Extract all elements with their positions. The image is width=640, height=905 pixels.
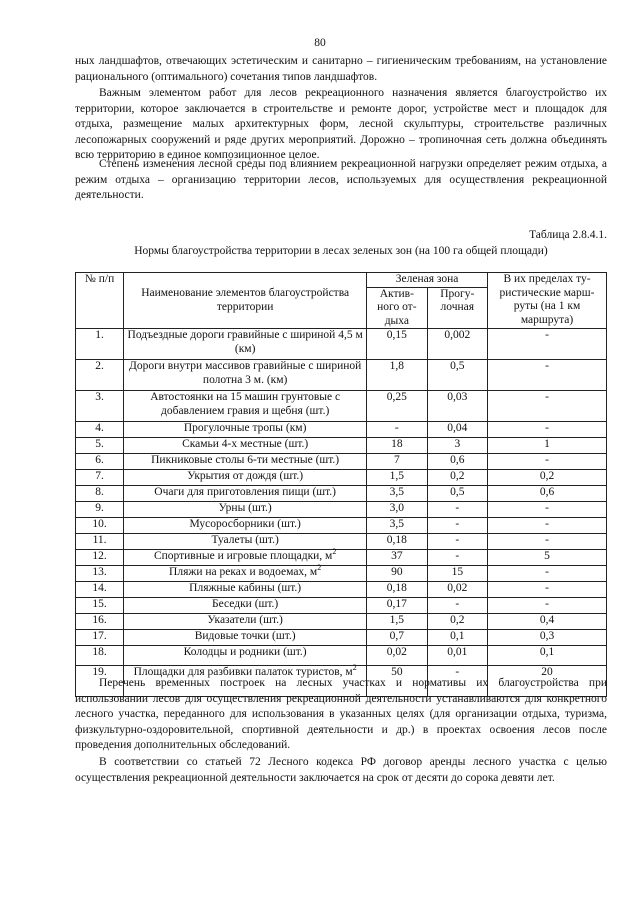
cell-walking-text: 15 [451, 566, 464, 579]
cell-num [76, 360, 124, 391]
cell-walking-text: 0,2 [450, 614, 465, 627]
cell-name-text: Туалеты (шт.) [211, 534, 279, 547]
cell-active-text: 0,02 [386, 646, 407, 659]
cell-tourist [488, 614, 607, 630]
cell-walking-text: - [455, 518, 460, 531]
cell-name-text: Пляжные кабины (шт.) [189, 582, 302, 595]
cell-active-text: 0,7 [389, 630, 405, 643]
cell-tourist [488, 391, 607, 422]
cell-walking-text: - [455, 550, 460, 563]
cell-tourist [488, 534, 607, 550]
cell-num [76, 534, 124, 550]
cell-tourist [488, 550, 607, 566]
cell-walking [427, 438, 487, 454]
cell-active-text: 3,5 [389, 486, 405, 499]
cell-tourist [488, 630, 607, 646]
cell-tourist-text: - [545, 534, 549, 547]
header-tourist: В их пределах ту-ристические марш-руты (на 1 км маршрута) [488, 273, 607, 329]
cell-tourist [488, 646, 607, 666]
cell-num-text: 14. [92, 582, 107, 595]
table-row [76, 630, 607, 646]
cell-num [76, 329, 124, 360]
cell-num-text: 9. [95, 502, 104, 515]
cell-name [124, 454, 367, 470]
cell-name-text: Спортивные и игровые площадки, м [153, 550, 333, 563]
paragraph: ных ландшафтов, отвечающих эстетическим и санитарно – гигиеническим требованиям, на установление рационального (оптимального) сочетания типов ландшафтов. [75, 55, 607, 83]
cell-tourist [488, 360, 607, 391]
cell-name-text: Мусоросборники (шт.) [189, 518, 301, 531]
cell-tourist-text: 5 [544, 550, 550, 563]
cell-num [76, 550, 124, 566]
cell-num [76, 598, 124, 614]
cell-name [124, 534, 367, 550]
cell-active [367, 329, 427, 360]
cell-num [76, 391, 124, 422]
cell-active-text: 37 [391, 550, 403, 563]
cell-active [367, 582, 427, 598]
cell-walking [427, 360, 487, 391]
cell-tourist-text: - [545, 518, 549, 531]
cell-name-text: Площадки для разбивки палаток туристов, м [133, 666, 353, 679]
cell-num [76, 630, 124, 646]
table-row [76, 646, 607, 666]
cell-walking [427, 454, 487, 470]
cell-active-text: 1,8 [389, 360, 405, 373]
cell-active [367, 534, 427, 550]
cell-active-text: 7 [393, 454, 400, 467]
cell-num-text: 11. [92, 534, 107, 547]
cell-active-text: 0,18 [386, 582, 407, 595]
cell-tourist-text: - [545, 598, 549, 611]
cell-active [367, 598, 427, 614]
cell-name [124, 547, 367, 566]
table-row [76, 614, 607, 630]
cell-num-text: 2. [95, 360, 104, 373]
cell-name-text: Автостоянки на 15 машин грунтовые с добавлением гравия и щебня (шт.) [150, 391, 341, 417]
cell-active-text: 90 [391, 566, 403, 579]
cell-active-text: 3,0 [389, 502, 405, 515]
cell-tourist-text: - [545, 391, 549, 404]
cell-num-text: 15. [92, 598, 107, 611]
cell-name [124, 614, 367, 630]
table-row [76, 502, 607, 518]
cell-walking-text: - [455, 598, 460, 611]
cell-walking [427, 646, 487, 666]
cell-tourist-text: 1 [544, 438, 550, 451]
cell-active-text: - [394, 422, 399, 435]
cell-tourist-text: 0,3 [539, 630, 555, 643]
cell-num [76, 454, 124, 470]
cell-name [124, 438, 367, 454]
cell-tourist-text: - [545, 566, 549, 579]
header-name: Наименование элементов благоустройства территории [124, 273, 367, 329]
cell-name [124, 598, 367, 614]
table-row [76, 486, 607, 502]
cell-name [124, 630, 367, 646]
cell-tourist-text: 0,1 [539, 646, 555, 659]
cell-name [124, 470, 367, 486]
table-row [76, 329, 607, 360]
table-row [76, 566, 607, 582]
paragraph: В соответствии со статьей 72 Лесного кодекса РФ договор аренды лесного участка с целью осуществления рекреационной деятельности заключается на срок от десяти до сорока девяти лет. [75, 756, 607, 784]
header-num: № п/п [76, 273, 124, 329]
cell-walking-text: 3 [454, 438, 461, 451]
cell-num-text: 10. [92, 518, 107, 531]
cell-num-text: 18. [92, 646, 107, 659]
cell-name [124, 391, 367, 422]
table-row [76, 598, 607, 614]
page-number: 80 [314, 37, 326, 49]
cell-name [124, 518, 367, 534]
table-row [76, 422, 607, 438]
table-row [76, 438, 607, 454]
cell-active [367, 438, 427, 454]
cell-num [76, 470, 124, 486]
cell-walking [427, 598, 487, 614]
cell-num-text: 4. [95, 422, 104, 435]
cell-name [124, 422, 367, 438]
cell-name-text: Указатели (шт.) [207, 614, 283, 627]
table-row [76, 360, 607, 391]
cell-tourist [488, 582, 607, 598]
cell-name-text: Дороги внутри массивов гравийные с шириной полотна 3 м. (км) [128, 360, 362, 386]
table-header-row [76, 273, 607, 288]
cell-name [124, 360, 367, 391]
cell-walking [427, 518, 487, 534]
cell-name-text: Очаги для приготовления пищи (шт.) [154, 486, 337, 499]
cell-walking-text: 0,04 [447, 422, 468, 435]
cell-name-text: Укрытия от дождя (шт.) [187, 470, 304, 483]
cell-tourist-text: - [545, 502, 549, 515]
cell-tourist [488, 518, 607, 534]
cell-active [367, 470, 427, 486]
cell-num-text: 12. [92, 550, 107, 563]
cell-walking [427, 582, 487, 598]
cell-num [76, 646, 124, 666]
cell-active [367, 566, 427, 582]
cell-num [76, 486, 124, 502]
cell-walking [427, 502, 487, 518]
cell-walking-text: 0,5 [450, 360, 465, 373]
cell-num [76, 438, 124, 454]
cell-active-text: 0,15 [386, 329, 407, 342]
cell-active-text: 3,5 [389, 518, 405, 531]
cell-num-text: 8. [95, 486, 104, 499]
cell-walking [427, 534, 487, 550]
cell-num [76, 518, 124, 534]
cell-active-text: 50 [391, 666, 403, 679]
cell-walking [427, 329, 487, 360]
cell-walking-text: 0,2 [450, 470, 465, 483]
cell-walking [427, 630, 487, 646]
cell-name-text: Беседки (шт.) [212, 598, 279, 611]
cell-name-text: Видовые точки (шт.) [194, 630, 296, 643]
cell-tourist [488, 454, 607, 470]
cell-name-text: Пляжи на реках и водоемах, м [169, 566, 318, 579]
header-green-zone: Зеленая зона [367, 273, 488, 288]
norms-table [75, 272, 607, 697]
cell-walking-text: 0,002 [444, 329, 471, 342]
cell-active-text: 1,5 [389, 470, 405, 483]
cell-num [76, 566, 124, 582]
cell-num-text: 7. [95, 470, 104, 483]
cell-num-text: 3. [95, 391, 104, 404]
cell-walking-text: - [455, 502, 460, 515]
cell-name [124, 563, 367, 582]
cell-tourist-text: 0,4 [539, 614, 555, 627]
cell-active [367, 360, 427, 391]
paragraph: Степень изменения лесной среды под влиянием рекреационной нагрузки определяет режим отдыха, а режим отдыха – организацию территории лесов, используемых для осуществления рекреационной деятельности. [75, 158, 607, 202]
cell-num [76, 582, 124, 598]
table-body [76, 329, 607, 697]
cell-name [124, 486, 367, 502]
cell-num-text: 16. [92, 614, 107, 627]
cell-active-text: 0,18 [386, 534, 407, 547]
cell-active [367, 422, 427, 438]
cell-num-text: 19. [92, 666, 107, 679]
cell-tourist [488, 329, 607, 360]
table-row [76, 454, 607, 470]
paragraph: Важным элементом работ для лесов рекреационного назначения является благоустройство их территории, которое заключается в строительстве и ремонте дорог, устройстве мест и площадок для отдыха, размещение малых архитектурных форм, лесной скульптуры, строительстве различных лесопожарных сооружений и ряде других мероприятий. Дорожно – тропиночная сеть должна объединять всю территорию в единое композиционное целое. [75, 87, 607, 162]
cell-tourist [488, 502, 607, 518]
cell-walking [427, 550, 487, 566]
cell-active-text: 18 [391, 438, 403, 451]
cell-num [76, 614, 124, 630]
cell-walking [427, 566, 487, 582]
cell-tourist-text: 0,6 [539, 486, 555, 499]
cell-active [367, 502, 427, 518]
cell-active [367, 550, 427, 566]
cell-active [367, 646, 427, 666]
cell-name [124, 582, 367, 598]
table-row [76, 470, 607, 486]
cell-active-text: 0,25 [386, 391, 407, 404]
cell-walking [427, 470, 487, 486]
cell-tourist [488, 566, 607, 582]
cell-walking [427, 422, 487, 438]
table-row [76, 518, 607, 534]
cell-walking-text: 0,5 [450, 486, 465, 499]
cell-num-text: 1. [95, 329, 104, 342]
cell-num-text: 13. [92, 566, 107, 579]
cell-active [367, 486, 427, 502]
cell-tourist-text: - [545, 582, 549, 595]
table-row [76, 534, 607, 550]
cell-name [124, 646, 367, 666]
cell-num [76, 502, 124, 518]
cell-tourist [488, 598, 607, 614]
cell-num [76, 422, 124, 438]
cell-tourist-text: - [545, 454, 549, 467]
cell-name [124, 502, 367, 518]
cell-name-text: Подъездные дороги гравийные с шириной 4,5 м (км) [127, 329, 363, 355]
cell-name-text: Колодцы и родники (шт.) [183, 646, 307, 659]
cell-tourist-text: - [545, 422, 549, 435]
cell-walking-text: 0,01 [447, 646, 468, 659]
cell-name-text: Урны (шт.) [218, 502, 272, 515]
cell-walking [427, 614, 487, 630]
cell-active [367, 454, 427, 470]
cell-name-text: Пикниковые столы 6-ти местные (шт.) [151, 454, 340, 467]
unit-superscript: 2 [317, 563, 322, 573]
cell-tourist [488, 470, 607, 486]
cell-active [367, 518, 427, 534]
cell-active-text: 1,5 [389, 614, 405, 627]
unit-superscript: 2 [352, 663, 357, 673]
cell-active [367, 630, 427, 646]
cell-tourist [488, 438, 607, 454]
cell-tourist-text: - [545, 329, 549, 342]
cell-walking-text: 0,1 [450, 630, 465, 643]
table-row [76, 391, 607, 422]
paragraph: Перечень временных построек на лесных участках и нормативы их благоустройства при использовании лесов для осуществления рекреационной деятельности устанавливаются для конкретного лесного участка, переданного для использования в указанных целях (для организации отдыха, туризма, физкультурно-оздоровительной, спортивной деятельности и др.) в проектах освоения лесов после проведения дополнительных обследований. [75, 677, 607, 752]
cell-tourist-text: - [545, 360, 549, 373]
header-active: Актив-ного от-дыха [367, 287, 427, 329]
cell-walking-text: 0,6 [450, 454, 465, 467]
cell-tourist [488, 422, 607, 438]
cell-walking-text: 0,02 [447, 582, 468, 595]
cell-num-text: 5. [95, 438, 104, 451]
cell-name-text: Прогулочные тропы (км) [183, 422, 307, 435]
cell-name-text: Скамьи 4-х местные (шт.) [182, 438, 309, 451]
cell-num-text: 17. [92, 630, 107, 643]
cell-walking [427, 486, 487, 502]
cell-walking-text: - [455, 534, 460, 547]
table-title: Нормы благоустройства территории в лесах зеленых зон (на 100 га общей площади) [134, 245, 548, 257]
cell-tourist-text: 0,2 [539, 470, 555, 483]
cell-walking [427, 391, 487, 422]
unit-superscript: 2 [332, 547, 337, 557]
cell-active [367, 614, 427, 630]
table-label: Таблица 2.8.4.1. [529, 229, 607, 241]
table-row [76, 582, 607, 598]
cell-walking-text: 0,03 [447, 391, 468, 404]
cell-active-text: 0,17 [386, 598, 407, 611]
cell-active [367, 391, 427, 422]
cell-walking-text: - [455, 666, 460, 679]
cell-tourist [488, 486, 607, 502]
cell-name [124, 329, 367, 360]
cell-tourist-text: 20 [541, 666, 553, 679]
header-walking: Прогу-лочная [427, 287, 487, 329]
cell-num-text: 6. [95, 454, 104, 467]
table-row [76, 550, 607, 566]
